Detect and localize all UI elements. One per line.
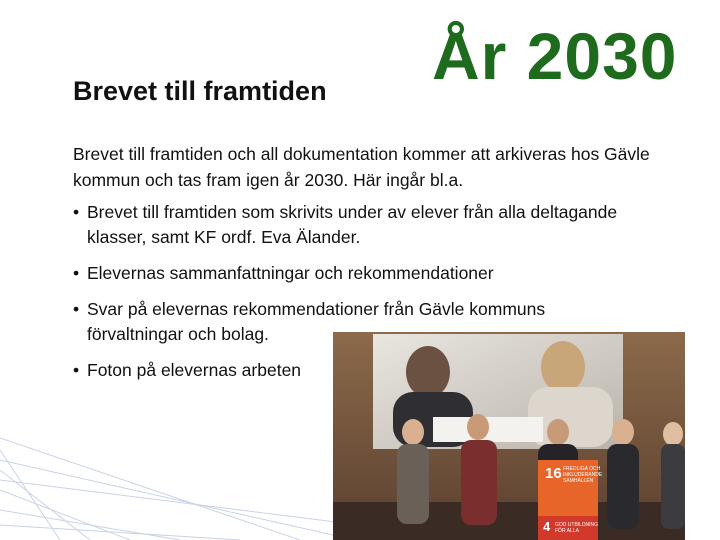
bullet-item: • Brevet till framtiden som skrivits under av elever från alla deltagande klasser, samt KF ordf. Eva Älander. [73,200,633,250]
bullet-item: • Foton på elevernas arbeten [73,358,633,383]
sdg-text-line: FÖR ALLA [555,528,579,534]
bullet-item: • Svar på elevernas rekommendationer från Gävle kommuns förvaltningar och bolag. [73,297,633,347]
sdg-number: 4 [543,519,551,534]
event-photo [333,332,685,540]
year-title: År 2030 [432,19,678,93]
sdg-sign-4 [538,516,598,540]
bullet-item: • Elevernas sammanfattningar och rekommendationer [73,261,633,286]
sdg-text-line: INKLUDERANDE [563,472,603,478]
sdg-sign-16 [538,460,603,516]
sdg-text-line: GOD UTBILDNING [555,522,599,528]
decorative-corner-lines [0,430,360,540]
slide-title: Brevet till framtiden [73,76,327,106]
intro-paragraph: Brevet till framtiden och all dokumentation kommer att arkiveras hos Gävle kommun och tas fram igen år 2030. Här ingår bl.a. [73,144,650,190]
sdg-number: 16 [545,465,562,482]
sdg-text-line: FREDLIGA OCH [563,466,601,472]
event-photo-illustration [333,332,685,540]
sdg-text-line: SAMHÄLLEN [563,478,594,484]
